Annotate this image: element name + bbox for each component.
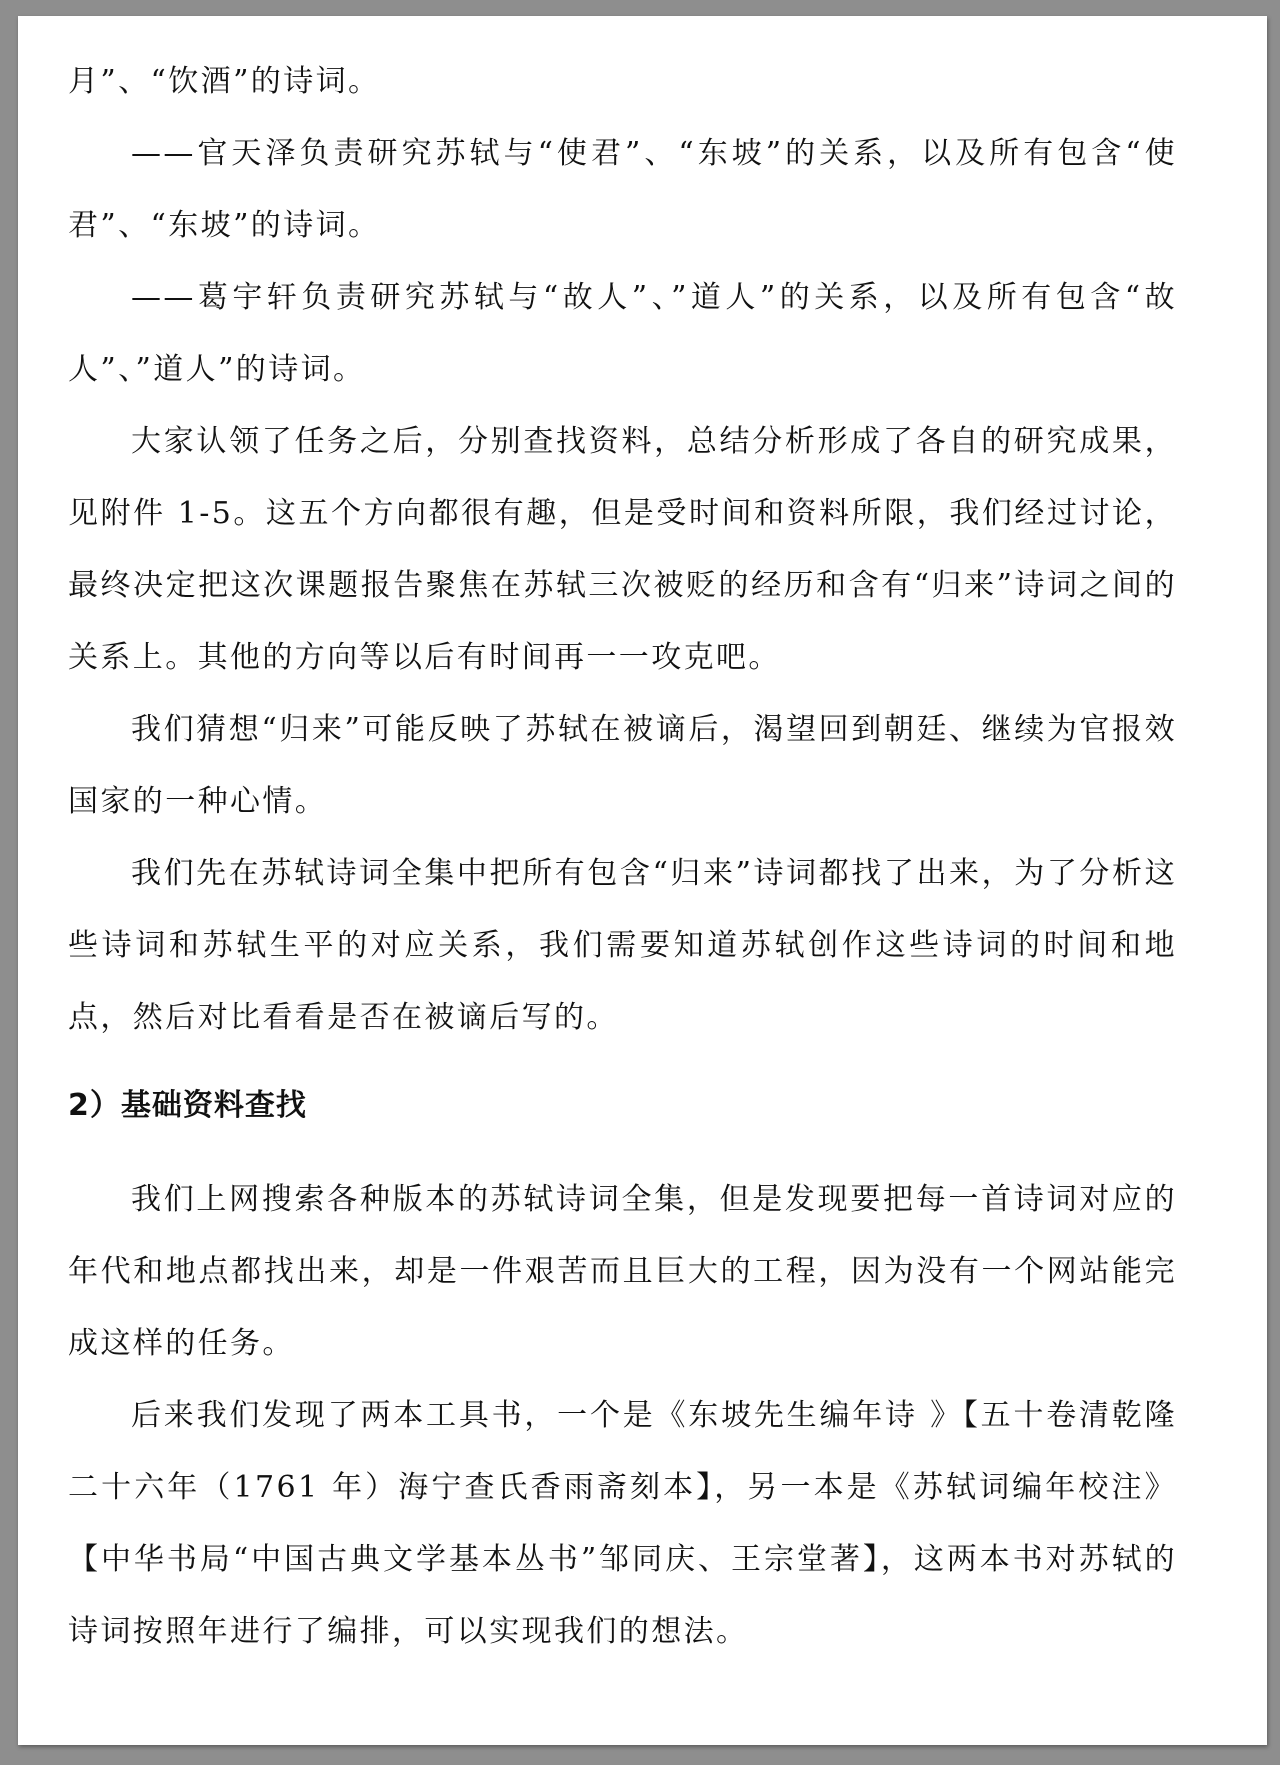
- document-page: [18, 16, 1267, 1745]
- paragraph-reference-books: 后来我们发现了两本工具书，一个是《东坡先生编年诗 》【五十卷清乾隆二十六年（1761 年）海宁查氏香雨斋刻本】，另一本是《苏轼词编年校注》【中华书局“中国古典文学基本丛书”邹同庆、王宗堂著】，这两本书对苏轼的诗词按照年进行了编排，可以实现我们的想法。: [68, 1398, 1177, 1649]
- paragraph-task-guan: ——官天泽负责研究苏轼与“使君”、“东坡”的关系，以及所有包含“使君”、“东坡”的诗词。: [68, 136, 1177, 243]
- paragraph-hypothesis: 我们猜想“归来”可能反映了苏轼在被谪后，渴望回到朝廷、继续为官报效国家的一种心情。: [68, 712, 1177, 819]
- paragraph-method: 我们先在苏轼诗词全集中把所有包含“归来”诗词都找了出来，为了分析这些诗词和苏轼生平的对应关系，我们需要知道苏轼创作这些诗词的时间和地点，然后对比看看是否在被谪后写的。: [68, 856, 1177, 1035]
- section-heading: 2）基础资料查找: [68, 1088, 307, 1123]
- paragraph-continuation: 月”、“饮酒”的诗词。: [68, 64, 381, 99]
- paragraph-online-search: 我们上网搜索各种版本的苏轼诗词全集，但是发现要把每一首诗词对应的年代和地点都找出来，却是一件艰苦而且巨大的工程，因为没有一个网站能完成这样的任务。: [68, 1182, 1177, 1361]
- paragraph-task-ge: ——葛宇轩负责研究苏轼与“故人”、”道人”的关系，以及所有包含“故人”、”道人”的诗词。: [68, 280, 1177, 387]
- paragraph-research-results: 大家认领了任务之后，分别查找资料，总结分析形成了各自的研究成果，见附件 1-5。这五个方向都很有趣，但是受时间和资料所限，我们经过讨论，最终决定把这次课题报告聚焦在苏轼三次被贬的经历和含有“归来”诗词之间的关系上。其他的方向等以后有时间再一一攻克吧。: [68, 424, 1177, 675]
